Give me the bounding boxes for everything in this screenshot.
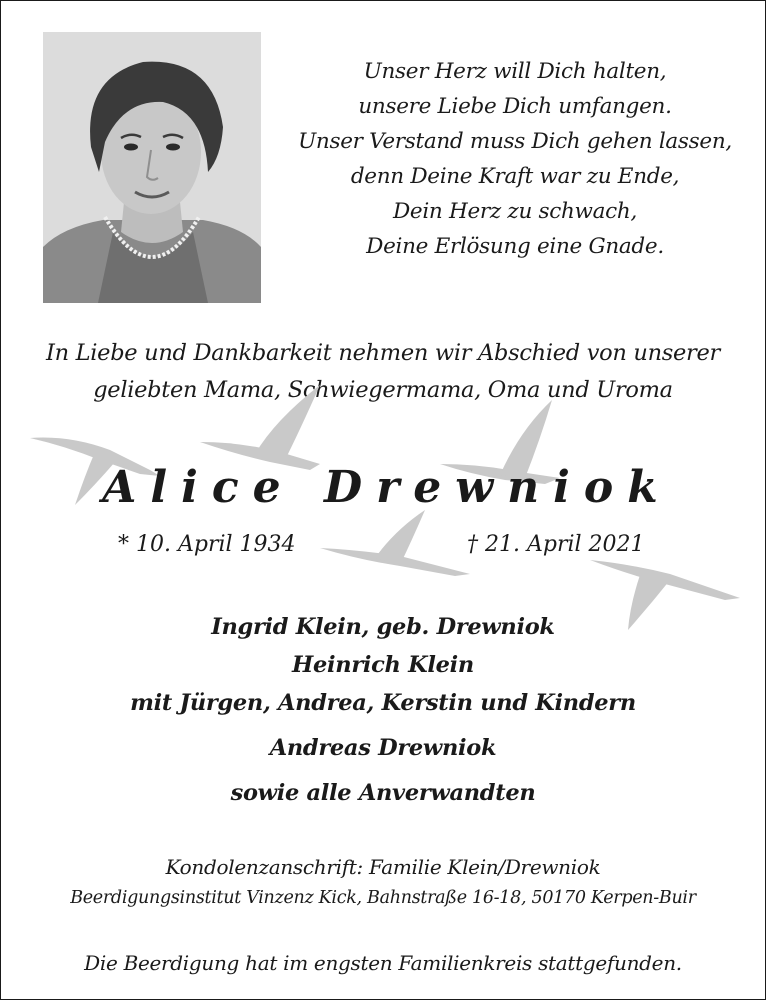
poem-line: Dein Herz zu schwach, — [392, 199, 637, 224]
funeral-note: Die Beerdigung hat im engsten Familienkreis stattgefunden. — [84, 951, 682, 975]
deceased-name: Alice Drewniok — [102, 462, 672, 513]
intro-line: geliebten Mama, Schwiegermama, Oma und Uroma — [93, 377, 673, 403]
portrait-photo — [43, 32, 261, 303]
condolence-address — [10, 851, 756, 913]
poem-line: Unser Verstand muss Dich gehen lassen, — [298, 129, 732, 154]
mourners-list — [10, 608, 756, 812]
condolence-line: Kondolenzanschrift: Familie Klein/Drewniok — [165, 855, 601, 879]
death-date: † 21. April 2021 — [467, 532, 645, 557]
birth-date: * 10. April 1934 — [118, 532, 296, 557]
poem-line: denn Deine Kraft war zu Ende, — [350, 164, 680, 189]
mourner-line: mit Jürgen, Andrea, Kerstin und Kindern — [130, 690, 636, 716]
mourner-line: Ingrid Klein, geb. Drewniok — [211, 614, 555, 640]
mourner-line: Andreas Drewniok — [269, 735, 497, 761]
poem-line: Unser Herz will Dich halten, — [363, 59, 667, 84]
poem-line: unsere Liebe Dich umfangen. — [358, 94, 672, 119]
mourner-line: Heinrich Klein — [292, 652, 474, 678]
funeral-home-address: Beerdigungsinstitut Vinzenz Kick, Bahnstraße 16-18, 50170 Kerpen-Buir — [70, 888, 696, 908]
poem-line: Deine Erlösung eine Gnade. — [366, 234, 664, 259]
intro-line: In Liebe und Dankbarkeit nehmen wir Abschied von unserer — [46, 340, 720, 366]
crane-icon — [320, 510, 470, 576]
mourner-line: sowie alle Anverwandten — [230, 780, 536, 806]
poem — [282, 54, 748, 264]
